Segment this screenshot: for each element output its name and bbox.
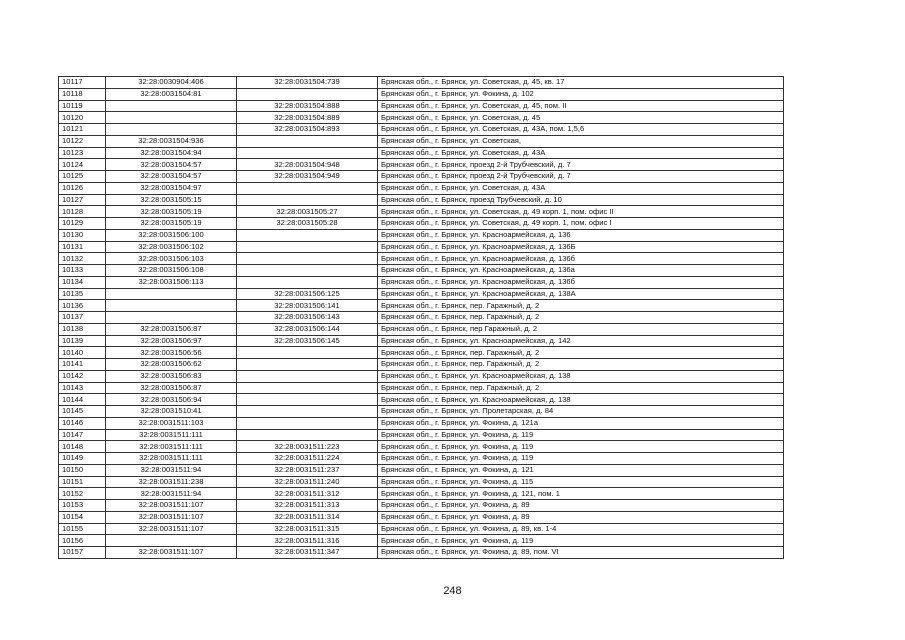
related-cadastral-number-cell: 32:28:0031511:237 [237,464,378,476]
address-cell: Брянская обл., г. Брянск, пер. Гаражный, д. 2 [378,359,784,371]
related-cadastral-number-cell: 32:28:0031511:314 [237,511,378,523]
cadastral-number-cell: 32:28:0031511:238 [106,476,237,488]
cadastral-number-cell: 32:28:0031506:62 [106,359,237,371]
address-cell: Брянская обл., г. Брянск, ул. Красноармейская, д. 138 [378,370,784,382]
row-number-cell: 10127 [59,194,106,206]
table-row [59,523,784,535]
related-cadastral-number-cell [237,394,378,406]
related-cadastral-number-cell: 32:28:0031511:223 [237,441,378,453]
row-number-cell: 10153 [59,500,106,512]
cadastral-number-cell: 32:28:0031504:57 [106,159,237,171]
related-cadastral-number-cell [237,253,378,265]
related-cadastral-number-cell: 32:28:0031504:888 [237,100,378,112]
table-row [59,417,784,429]
related-cadastral-number-cell [237,194,378,206]
row-number-cell: 10136 [59,300,106,312]
cadastral-number-cell: 32:28:0031511:111 [106,453,237,465]
related-cadastral-number-cell: 32:28:0031504:739 [237,77,378,89]
row-number-cell: 10151 [59,476,106,488]
address-cell: Брянская обл., г. Брянск, ул. Фокина, д. 119 [378,453,784,465]
row-number-cell: 10144 [59,394,106,406]
row-number-cell: 10125 [59,171,106,183]
related-cadastral-number-cell: 32:28:0031511:240 [237,476,378,488]
table-row [59,394,784,406]
table-row [59,464,784,476]
cadastral-number-cell: 32:28:0031511:111 [106,441,237,453]
address-cell: Брянская обл., г. Брянск, ул. Фокина, д. 89, кв. 1-4 [378,523,784,535]
table-row [59,441,784,453]
row-number-cell: 10131 [59,241,106,253]
table-row [59,124,784,136]
cadastral-number-cell: 32:28:0031504:97 [106,182,237,194]
cadastral-number-cell: 32:28:0031511:94 [106,464,237,476]
address-cell: Брянская обл., г. Брянск, ул. Советская, д. 45, пом. II [378,100,784,112]
table-row [59,370,784,382]
cadastral-number-cell [106,100,237,112]
address-cell: Брянская обл., г. Брянск, ул. Пролетарская, д. 84 [378,406,784,418]
row-number-cell: 10143 [59,382,106,394]
related-cadastral-number-cell [237,182,378,194]
address-cell: Брянская обл., г. Брянск, пер. Гаражный, д. 2 [378,300,784,312]
row-number-cell: 10128 [59,206,106,218]
cadastral-number-cell: 32:28:0031511:111 [106,429,237,441]
cadastral-number-cell [106,288,237,300]
table-row [59,253,784,265]
table-row [59,323,784,335]
address-cell: Брянская обл., г. Брянск, проезд Трубчевский, д. 10 [378,194,784,206]
table-row [59,88,784,100]
cadastral-number-cell: 32:28:0031506:97 [106,335,237,347]
related-cadastral-number-cell [237,359,378,371]
cadastral-number-cell [106,112,237,124]
address-cell: Брянская обл., г. Брянск, ул. Советская, д. 43А, пом. 1,5,6 [378,124,784,136]
address-cell: Брянская обл., г. Брянск, ул. Советская, д. 45 [378,112,784,124]
row-number-cell: 10148 [59,441,106,453]
cadastral-number-cell: 32:28:0031510:41 [106,406,237,418]
address-cell: Брянская обл., г. Брянск, ул. Фокина, д. 119 [378,535,784,547]
related-cadastral-number-cell: 32:28:0031504:893 [237,124,378,136]
row-number-cell: 10118 [59,88,106,100]
cadastral-number-cell [106,312,237,324]
address-cell: Брянская обл., г. Брянск, ул. Фокина, д. 102 [378,88,784,100]
table-row [59,335,784,347]
table-row [59,77,784,89]
related-cadastral-number-cell [237,241,378,253]
address-cell: Брянская обл., г. Брянск, ул. Фокина, д. 89 [378,511,784,523]
cadastral-number-cell: 32:28:0031511:107 [106,511,237,523]
related-cadastral-number-cell: 32:28:0031506:144 [237,323,378,335]
table-row [59,359,784,371]
related-cadastral-number-cell: 32:28:0031511:313 [237,500,378,512]
cadastral-number-cell: 32:28:0031506:94 [106,394,237,406]
related-cadastral-number-cell [237,229,378,241]
related-cadastral-number-cell: 32:28:0031505:28 [237,218,378,230]
row-number-cell: 10117 [59,77,106,89]
address-cell: Брянская обл., г. Брянск, ул. Красноармейская, д. 138 [378,394,784,406]
address-cell: Брянская обл., г. Брянск, ул. Советская, д. 45, кв. 17 [378,77,784,89]
related-cadastral-number-cell: 32:28:0031511:347 [237,547,378,559]
row-number-cell: 10154 [59,511,106,523]
related-cadastral-number-cell [237,347,378,359]
table-row [59,406,784,418]
row-number-cell: 10133 [59,265,106,277]
row-number-cell: 10123 [59,147,106,159]
cadastral-number-cell [106,300,237,312]
row-number-cell: 10139 [59,335,106,347]
table-row [59,382,784,394]
row-number-cell: 10149 [59,453,106,465]
address-cell: Брянская обл., г. Брянск, ул. Советская, д. 43А [378,147,784,159]
cadastral-number-cell: 32:28:0031505:19 [106,218,237,230]
cadastral-number-cell: 32:28:0031506:87 [106,382,237,394]
row-number-cell: 10138 [59,323,106,335]
row-number-cell: 10132 [59,253,106,265]
table-row [59,159,784,171]
address-cell: Брянская обл., г. Брянск, ул. Фокина, д. 115 [378,476,784,488]
related-cadastral-number-cell: 32:28:0031511:224 [237,453,378,465]
related-cadastral-number-cell [237,265,378,277]
address-cell: Брянская обл., г. Брянск, пер. Гаражный, д. 2 [378,347,784,359]
table-row [59,112,784,124]
related-cadastral-number-cell: 32:28:0031511:312 [237,488,378,500]
table-row [59,147,784,159]
row-number-cell: 10141 [59,359,106,371]
row-number-cell: 10147 [59,429,106,441]
table-row [59,347,784,359]
registry-table [58,76,784,559]
cadastral-number-cell: 32:28:0031504:57 [106,171,237,183]
cadastral-number-cell: 32:28:0031506:83 [106,370,237,382]
row-number-cell: 10156 [59,535,106,547]
row-number-cell: 10124 [59,159,106,171]
table-row [59,300,784,312]
table-row [59,429,784,441]
cadastral-number-cell [106,124,237,136]
address-cell: Брянская обл., г. Брянск, ул. Красноармейская, д. 142 [378,335,784,347]
table-row [59,276,784,288]
table-row [59,194,784,206]
related-cadastral-number-cell [237,88,378,100]
related-cadastral-number-cell [237,147,378,159]
cadastral-number-cell [106,535,237,547]
row-number-cell: 10157 [59,547,106,559]
related-cadastral-number-cell: 32:28:0031505:27 [237,206,378,218]
address-cell: Брянская обл., г. Брянск, ул. Красноармейская, д. 138А [378,288,784,300]
address-cell: Брянская обл., г. Брянск, ул. Красноармейская, д. 136б [378,253,784,265]
table-row [59,312,784,324]
row-number-cell: 10137 [59,312,106,324]
address-cell: Брянская обл., г. Брянск, ул. Фокина, д. 119 [378,429,784,441]
table-row [59,100,784,112]
table-row [59,511,784,523]
table-row [59,218,784,230]
address-cell: Брянская обл., г. Брянск, ул. Красноармейская, д. 136 [378,229,784,241]
related-cadastral-number-cell: 32:28:0031504:948 [237,159,378,171]
address-cell: Брянская обл., г. Брянск, пер Гаражный, д. 2 [378,323,784,335]
table-row [59,547,784,559]
address-cell: Брянская обл., г. Брянск, ул. Фокина, д. 121а [378,417,784,429]
row-number-cell: 10134 [59,276,106,288]
table-row [59,488,784,500]
related-cadastral-number-cell [237,429,378,441]
cadastral-number-cell: 32:28:0031511:107 [106,547,237,559]
row-number-cell: 10145 [59,406,106,418]
table-row [59,476,784,488]
table-row [59,265,784,277]
address-cell: Брянская обл., г. Брянск, ул. Фокина, д. 119 [378,441,784,453]
row-number-cell: 10155 [59,523,106,535]
related-cadastral-number-cell [237,406,378,418]
row-number-cell: 10152 [59,488,106,500]
cadastral-number-cell: 32:28:0031511:94 [106,488,237,500]
table-row [59,453,784,465]
cadastral-number-cell: 32:28:0030904:406 [106,77,237,89]
cadastral-number-cell: 32:28:0031504:94 [106,147,237,159]
related-cadastral-number-cell: 32:28:0031511:315 [237,523,378,535]
address-cell: Брянская обл., г. Брянск, ул. Фокина, д. 89 [378,500,784,512]
cadastral-number-cell: 32:28:0031506:103 [106,253,237,265]
address-cell: Брянская обл., г. Брянск, ул. Красноармейская, д. 136а [378,265,784,277]
address-cell: Брянская обл., г. Брянск, ул. Красноармейская, д. 136Б [378,241,784,253]
table-row [59,241,784,253]
table-row [59,135,784,147]
row-number-cell: 10150 [59,464,106,476]
related-cadastral-number-cell [237,135,378,147]
page-number: 248 [443,585,462,597]
table-row [59,182,784,194]
related-cadastral-number-cell: 32:28:0031506:141 [237,300,378,312]
related-cadastral-number-cell: 32:28:0031504:889 [237,112,378,124]
table-row [59,535,784,547]
address-cell: Брянская обл., г. Брянск, ул. Советская, д. 49 корп. 1, пом. офис II [378,206,784,218]
related-cadastral-number-cell [237,276,378,288]
cadastral-number-cell: 32:28:0031511:107 [106,523,237,535]
row-number-cell: 10121 [59,124,106,136]
row-number-cell: 10120 [59,112,106,124]
address-cell: Брянская обл., г. Брянск, ул. Фокина, д. 121 [378,464,784,476]
address-cell: Брянская обл., г. Брянск, ул. Советская, д. 43А [378,182,784,194]
row-number-cell: 10122 [59,135,106,147]
cadastral-number-cell: 32:28:0031504:936 [106,135,237,147]
row-number-cell: 10142 [59,370,106,382]
cadastral-number-cell: 32:28:0031511:103 [106,417,237,429]
row-number-cell: 10119 [59,100,106,112]
related-cadastral-number-cell: 32:28:0031506:125 [237,288,378,300]
address-cell: Брянская обл., г. Брянск, ул. Фокина, д. 89, пом. VI [378,547,784,559]
table-row [59,229,784,241]
cadastral-number-cell: 32:28:0031506:108 [106,265,237,277]
address-cell: Брянская обл., г. Брянск, проезд 2-й Трубчевский, д. 7 [378,171,784,183]
cadastral-number-cell: 32:28:0031506:56 [106,347,237,359]
cadastral-number-cell: 32:28:0031506:87 [106,323,237,335]
cadastral-number-cell: 32:28:0031505:15 [106,194,237,206]
address-cell: Брянская обл., г. Брянск, ул. Советская, д. 49 корп. 1, пом. офис I [378,218,784,230]
related-cadastral-number-cell: 32:28:0031506:145 [237,335,378,347]
cadastral-number-cell: 32:28:0031506:100 [106,229,237,241]
row-number-cell: 10129 [59,218,106,230]
related-cadastral-number-cell: 32:28:0031511:316 [237,535,378,547]
row-number-cell: 10135 [59,288,106,300]
cadastral-number-cell: 32:28:0031506:113 [106,276,237,288]
cadastral-number-cell: 32:28:0031504:81 [106,88,237,100]
row-number-cell: 10130 [59,229,106,241]
address-cell: Брянская обл., г. Брянск, проезд 2-й Трубчевский, д. 7 [378,159,784,171]
related-cadastral-number-cell: 32:28:0031506:143 [237,312,378,324]
table-row [59,288,784,300]
related-cadastral-number-cell [237,382,378,394]
cadastral-number-cell: 32:28:0031505:19 [106,206,237,218]
address-cell: Брянская обл., г. Брянск, ул. Красноармейская, д. 136б [378,276,784,288]
address-cell: Брянская обл., г. Брянск, ул. Советская, [378,135,784,147]
row-number-cell: 10146 [59,417,106,429]
registry-table-body [59,77,784,559]
row-number-cell: 10140 [59,347,106,359]
address-cell: Брянская обл., г. Брянск, пер. Гаражный, д. 2 [378,382,784,394]
cadastral-number-cell: 32:28:0031506:102 [106,241,237,253]
related-cadastral-number-cell [237,417,378,429]
table-row [59,206,784,218]
table-row [59,171,784,183]
related-cadastral-number-cell [237,370,378,382]
row-number-cell: 10126 [59,182,106,194]
address-cell: Брянская обл., г. Брянск, ул. Фокина, д. 121, пом. 1 [378,488,784,500]
related-cadastral-number-cell: 32:28:0031504:949 [237,171,378,183]
table-row [59,500,784,512]
cadastral-number-cell: 32:28:0031511:107 [106,500,237,512]
address-cell: Брянская обл., г. Брянск, пер. Гаражный, д. 2 [378,312,784,324]
